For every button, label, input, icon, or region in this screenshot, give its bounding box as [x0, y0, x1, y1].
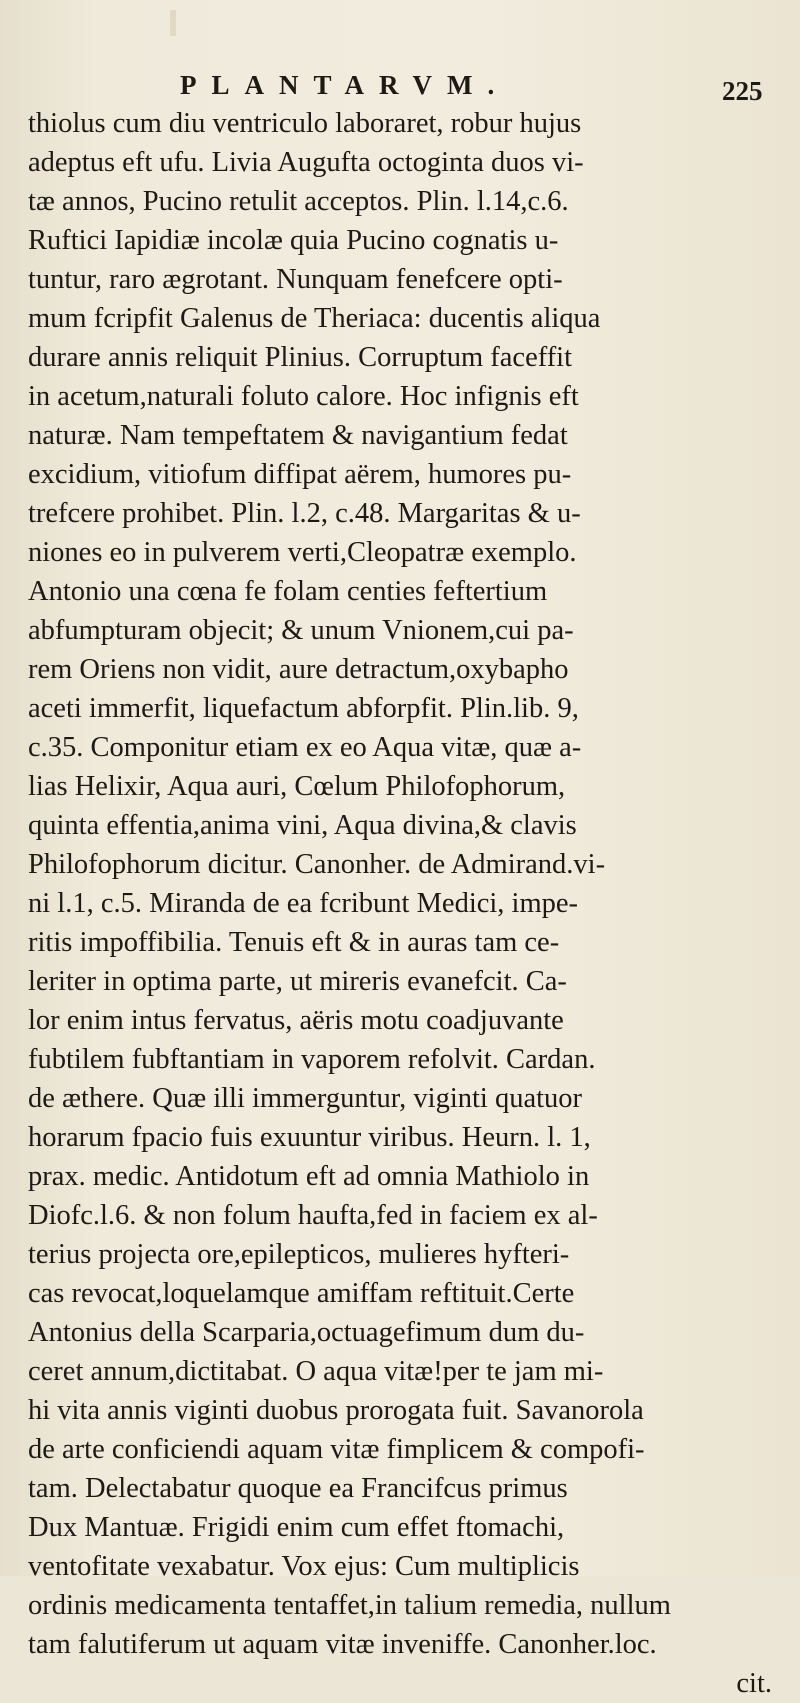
text-line: lor enim intus fervatus, aëris motu coadjuvante — [28, 1005, 564, 1036]
text-line: Diofc.l.6. & non folum haufta,fed in faciem ex al- — [28, 1200, 598, 1231]
text-line: thiolus cum diu ventriculo laboraret, robur hujus — [28, 108, 582, 139]
text-line: ventofitate vexabatur. Vox ejus: Cum multiplicis — [28, 1551, 580, 1582]
page-body-text — [28, 104, 784, 1703]
text-line: tæ annos, Pucino retulit acceptos. Plin. l.14,c.6. — [28, 186, 569, 217]
text-line: ni l.1, c.5. Miranda de ea fcribunt Medici, impe- — [28, 888, 579, 919]
text-line: trefcere prohibet. Plin. l.2, c.48. Margaritas & u- — [28, 498, 581, 529]
text-line: c.35. Componitur etiam ex eo Aqua vitæ, quæ a- — [28, 732, 582, 763]
text-line: Antonius della Scarparia,octuagefimum dum du- — [28, 1317, 585, 1348]
text-line: adeptus eft ufu. Livia Augufta octoginta duos vi- — [28, 147, 584, 178]
text-line: de æthere. Quæ illi immerguntur, viginti quatuor — [28, 1083, 583, 1114]
text-line: naturæ. Nam tempeftatem & navigantium fedat — [28, 420, 568, 451]
text-line: aceti immerfit, liquefactum abforpfit. Plin.lib. 9, — [28, 693, 579, 724]
running-title: PLANTARVM. — [180, 70, 510, 100]
text-line: cas revocat,loquelamque amiffam reftituit.Certe — [28, 1278, 575, 1309]
text-line: terius projecta ore,epilepticos, mulieres hyfteri- — [28, 1239, 570, 1270]
text-line: fubtilem fubftantiam in vaporem refolvit. Cardan. — [28, 1044, 596, 1075]
text-line: excidium, vitiofum diffipat aërem, humores pu- — [28, 459, 572, 490]
text-line: Antonio una cœna fe folam centies feftertium — [28, 576, 548, 607]
text-line: ceret annum,dictitabat. O aqua vitæ!per te jam mi- — [28, 1356, 604, 1387]
text-line: lias Helixir, Aqua auri, Cœlum Philofophorum, — [28, 771, 566, 802]
text-line: in acetum,naturali foluto calore. Hoc infignis eft — [28, 381, 579, 412]
page-number: 225 — [722, 76, 763, 106]
text-line: ordinis medicamenta tentaffet,in talium remedia, nullum — [28, 1590, 671, 1621]
text-line: durare annis reliquit Plinius. Corruptum faceffit — [28, 342, 573, 373]
text-line: abfumpturam objecit; & unum Vnionem,cui pa- — [28, 615, 574, 646]
text-line: horarum fpacio fuis exuuntur viribus. Heurn. l. 1, — [28, 1122, 591, 1153]
text-line: ritis impoffibilia. Tenuis eft & in auras tam ce- — [28, 927, 560, 958]
text-line: niones eo in pulverem verti,Cleopatræ exemplo. — [28, 537, 577, 568]
text-line: prax. medic. Antidotum eft ad omnia Mathiolo in — [28, 1161, 590, 1192]
text-line: de arte conficiendi aquam vitæ fimplicem & compofi- — [28, 1434, 645, 1465]
text-line: tuntur, raro ægrotant. Nunquam fenefcere opti- — [28, 264, 563, 295]
text-line: tam. Delectabatur quoque ea Francifcus primus — [28, 1473, 568, 1504]
text-line: Ruftici Iapidiæ incolæ quia Pucino cognatis u- — [28, 225, 559, 256]
ink-smudge — [170, 10, 176, 36]
text-line: leriter in optima parte, ut mireris evanefcit. Ca- — [28, 966, 567, 997]
text-line: mum fcripfit Galenus de Theriaca: ducentis aliqua — [28, 303, 601, 334]
text-line: Philofophorum dicitur. Canonher. de Admirand.vi- — [28, 849, 606, 880]
text-line: Dux Mantuæ. Frigidi enim cum effet ftomachi, — [28, 1512, 565, 1543]
text-line: quinta effentia,anima vini, Aqua divina,& clavis — [28, 810, 577, 841]
text-line: rem Oriens non vidit, aure detractum,oxybapho — [28, 654, 569, 685]
text-line-final: cit. — [736, 1668, 772, 1699]
text-line: hi vita annis viginti duobus prorogata fuit. Savanorola — [28, 1395, 644, 1426]
text-line: tam falutiferum ut aquam vitæ inveniffe. Canonher.loc. — [28, 1629, 657, 1660]
